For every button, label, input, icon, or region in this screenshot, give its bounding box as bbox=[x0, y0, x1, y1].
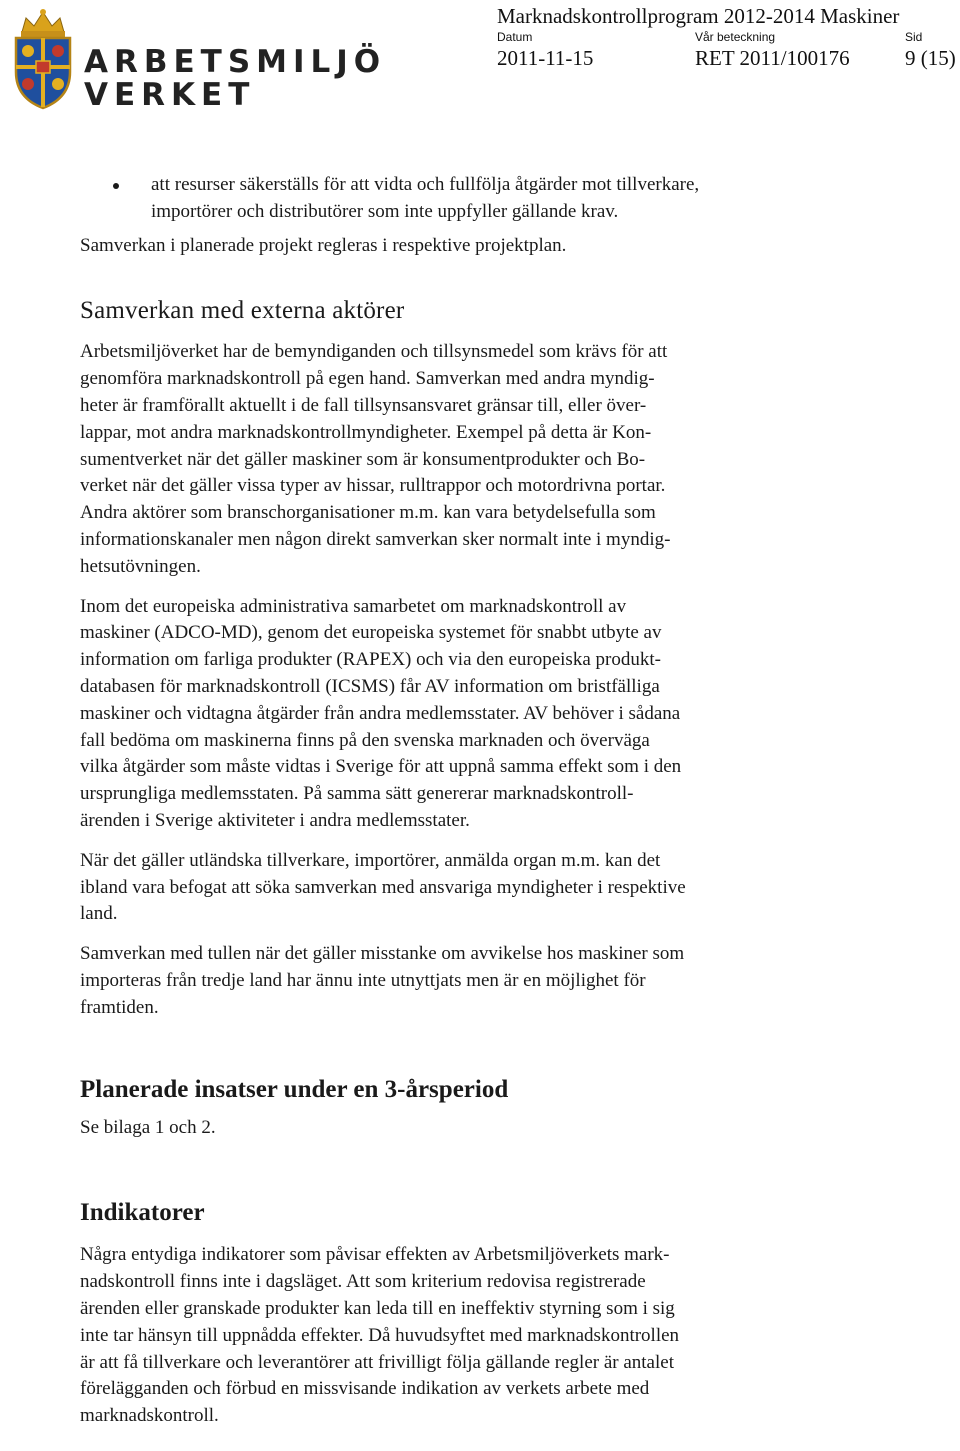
document-body bbox=[80, 172, 850, 1430]
section-heading-external: Samverkan med externa aktörer bbox=[80, 297, 405, 325]
text-line: information om farliga produkter (RAPEX) och via den europeiska produkt- bbox=[80, 649, 661, 671]
text-line: ärenden eller granskade produkter kan leda till en ineffektiv styrning som i sig bbox=[80, 1297, 675, 1319]
text-line: databasen för marknadskontroll (ICSMS) får AV information om bristfälliga bbox=[80, 675, 660, 697]
text-line: importeras från tredje land har ännu inte utnyttjats men är en möjlighet för bbox=[80, 969, 646, 991]
bullet-list bbox=[80, 172, 850, 226]
bullet-icon bbox=[113, 183, 119, 189]
bullet-text-line: importörer och distributörer som inte uppfyller gällande krav. bbox=[151, 200, 619, 222]
text-line: genomföra marknadskontroll på egen hand. Samverkan med andra myndig- bbox=[80, 368, 655, 390]
text-line: informationskanaler men någon direkt samverkan sker normalt inte i myndig- bbox=[80, 528, 671, 550]
text-line: ursprungliga medlemsstaten. På samma sätt genererar marknadskontroll- bbox=[80, 783, 634, 805]
org-name-line-2: VERKET bbox=[84, 77, 256, 113]
list-item bbox=[80, 172, 850, 226]
paragraph-customs bbox=[80, 941, 850, 1021]
intro-paragraph: Samverkan i planerade projekt regleras i respektive projektplan. bbox=[80, 234, 567, 256]
text-line: Samverkan med tullen när det gäller misstanke om avvikelse hos maskiner som bbox=[80, 943, 685, 965]
page-number: 9 (15) bbox=[905, 46, 956, 70]
paragraph-eu-cooperation bbox=[80, 594, 850, 835]
date-value: 2011-11-15 bbox=[497, 46, 594, 70]
text-line: När det gäller utländska tillverkare, importörer, anmälda organ m.m. kan det bbox=[80, 849, 661, 871]
organization-logotype bbox=[84, 46, 386, 112]
paragraph-planned: Se bilaga 1 och 2. bbox=[80, 1116, 216, 1138]
coat-of-arms-icon bbox=[8, 6, 78, 112]
page-header bbox=[0, 0, 960, 120]
text-line: ärenden i Sverige aktiviteter i andra medlemsstater. bbox=[80, 809, 470, 831]
text-line: Några entydiga indikatorer som påvisar effekten av Arbetsmiljöverkets mark- bbox=[80, 1244, 670, 1266]
reference-value: RET 2011/100176 bbox=[695, 46, 850, 70]
paragraph-external-actors bbox=[80, 339, 850, 580]
text-line: ibland vara befogat att söka samverkan med ansvariga myndigheter i respektive bbox=[80, 876, 686, 898]
text-line: heter är framförallt aktuellt i de fall tillsynsansvaret gränsar till, eller över- bbox=[80, 394, 647, 416]
bullet-text-line: att resurser säkerställs för att vidta och fullfölja åtgärder mot tillverkare, bbox=[151, 174, 700, 195]
text-line: Arbetsmiljöverket har de bemyndiganden och tillsynsmedel som krävs för att bbox=[80, 341, 668, 363]
text-line: inte tar hänsyn till uppnådda effekter. Då huvudsyftet med marknadskontrollen bbox=[80, 1324, 680, 1346]
page-label: Sid bbox=[905, 30, 923, 44]
text-line: är att få tillverkare och leverantörer att frivilligt följa gällande regler är antalet bbox=[80, 1351, 674, 1373]
text-line: marknadskontroll. bbox=[80, 1405, 219, 1427]
text-line: sumentverket när det gäller maskiner som är konsumentprodukter och Bo- bbox=[80, 448, 646, 470]
text-line: lappar, mot andra marknadskontrollmyndigheter. Exempel på detta är Kon- bbox=[80, 421, 652, 443]
text-line: framtiden. bbox=[80, 996, 159, 1018]
paragraph-indicators bbox=[80, 1242, 850, 1430]
text-line: Andra aktörer som branschorganisationer m.m. kan vara betydelsefulla som bbox=[80, 502, 656, 524]
text-line: fall bedöma om maskinerna finns på den svenska marknaden och överväga bbox=[80, 729, 650, 751]
text-line: maskiner (ADCO-MD), genom det europeiska systemet för snabbt utbyte av bbox=[80, 622, 662, 644]
date-label: Datum bbox=[497, 30, 533, 44]
reference-label: Vår beteckning bbox=[695, 30, 776, 44]
text-line: förelägganden och förbud en missvisande indikation av verkets arbete med bbox=[80, 1378, 650, 1400]
section-heading-indicators: Indikatorer bbox=[80, 1199, 205, 1227]
text-line: nadskontroll finns inte i dagsläget. Att som kriterium redovisa registrerade bbox=[80, 1271, 646, 1293]
text-line: vilka åtgärder som måste vidtas i Sverige för att uppnå samma effekt som i den bbox=[80, 756, 682, 778]
text-line: maskiner och vidtagna åtgärder från andra medlemsstater. AV behöver i sådana bbox=[80, 702, 681, 724]
document-title: Marknadskontrollprogram 2012-2014 Maskiner bbox=[497, 4, 900, 28]
text-line: Inom det europeiska administrativa samarbetet om marknadskontroll av bbox=[80, 595, 627, 617]
section-heading-planned: Planerade insatser under en 3-årsperiod bbox=[80, 1075, 509, 1103]
org-name-line-1: ARBETSMILJÖ bbox=[84, 44, 387, 80]
text-line: land. bbox=[80, 903, 118, 925]
paragraph-foreign-manufacturers bbox=[80, 848, 850, 928]
text-line: verket när det gäller vissa typer av hissar, rulltrappor och motordrivna portar. bbox=[80, 475, 666, 497]
text-line: hetsutövningen. bbox=[80, 555, 201, 577]
